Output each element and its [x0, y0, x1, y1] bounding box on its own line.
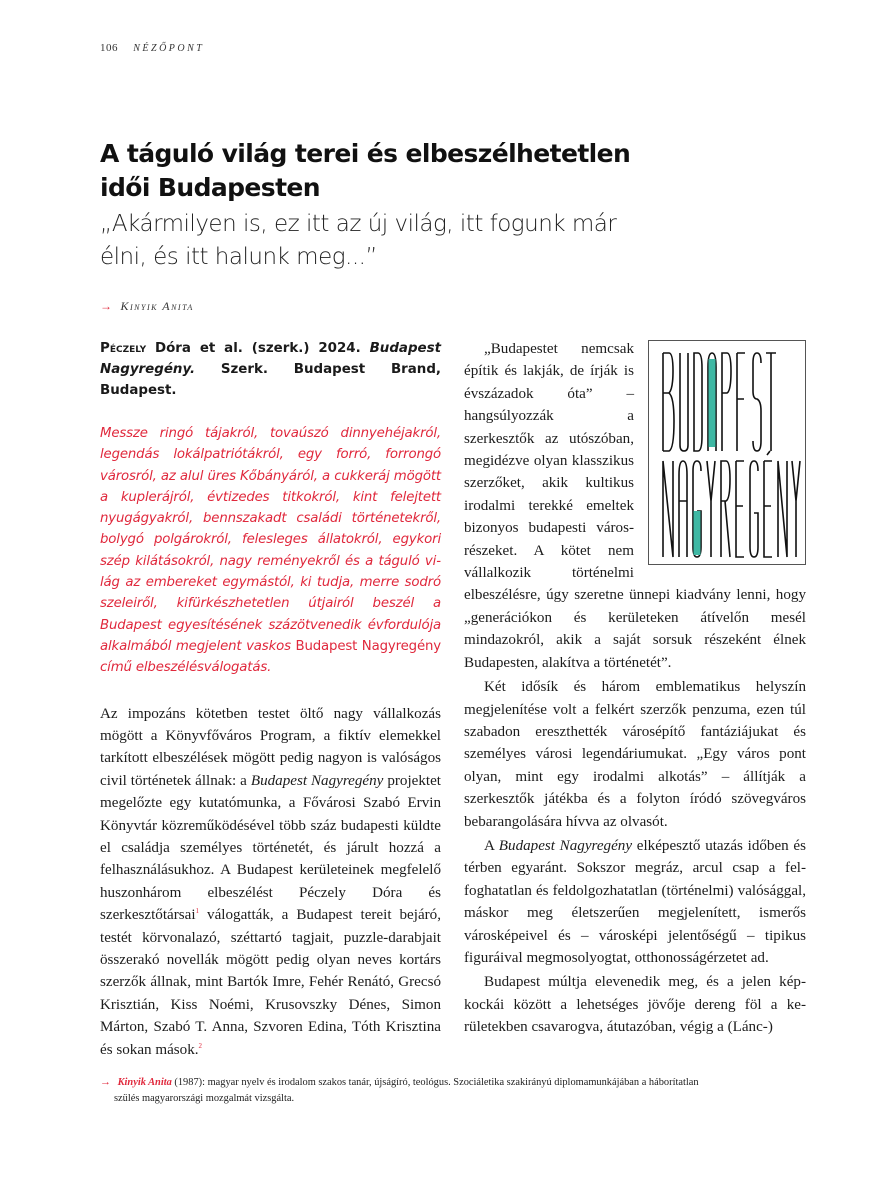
- arrow-right-icon: →: [100, 299, 112, 313]
- biblio-publisher: Szerk. Budapest Brand, Budapest.: [100, 362, 441, 398]
- footnote-text: (1987): magyar nyelv és irodalom szakos tanár, újságíró, teológus. Szociáletika szakirányú diplomamunkájában a háborítatlan: [171, 1077, 699, 1088]
- book-title: Budapest Nagyregény.: [100, 341, 441, 377]
- section-name: NÉZŐPONT: [133, 43, 205, 54]
- right-column: [464, 338, 806, 1039]
- page-number: 106: [100, 42, 118, 54]
- body-paragraph: [464, 835, 806, 969]
- lead-paragraph: [100, 423, 441, 679]
- author-name: Kinyik Anita: [120, 299, 194, 313]
- bibliographic-reference: [100, 338, 441, 401]
- arrow-right-icon: →: [100, 1076, 111, 1088]
- left-column: [100, 338, 441, 1061]
- body-paragraph: „Budapestet nemcsak építik és lakják, de írják is évszázadok óta” – hangsúlyozzák a szerkesztők az utószóban, megidézve olyan klasszikus szerzőket, akik kultikus irodalmi terekké emeltek bizonyos budapesti városrészeket. A kötet nem vállalkozik történelmi elbeszélésre, úgy szeretne ünnepi kiadvány lenni, hogy „generációkon és kerületeken átívelőn mesél mindazokról, akik a saját sorsuk részeként élnek Budapesten, alakítva a történetét”.: [464, 341, 806, 671]
- book-title-inline: Budapest Nagyregény: [250, 772, 384, 789]
- article-title: A táguló világ terei és elbeszélhetetlen idői Budapesten: [100, 139, 631, 202]
- body-text-segment: elképesztő utazás időben és térben egyaránt. Sokszor megráz, arcul csap a felfoghatatlan és feldolgozhatatlan (történelmi) valósággal, máskor meg életszerűen megjelenített, ismerős városképeivel és – városképi jelentőségű – tipikus figuráival megmosolyogtat, otthonosságérzetet ad.: [464, 837, 806, 966]
- book-cover-art: [649, 341, 806, 565]
- body-paragraph: Két idősík és három emblematikus helyszín megjelenítése volt a felkért szerzők penzuma, ezen túl szabadon ereszthették városépítő fantáziájukat és személyes városi legendáriumukat. „Egy város pont olyan, mint egy irodalmi alkotás” – állítják a szerkesztők játékba és a folyton íródó szövegváros bebarangolására hívva az olvasót.: [464, 679, 806, 830]
- biblio-text: Dóra et al. (szerk.) 2024.: [146, 341, 370, 356]
- body-text-segment: A: [484, 837, 499, 854]
- author-footnote: [100, 1074, 800, 1107]
- byline: [100, 299, 194, 314]
- body-text-segment: projektet megelőzte egy kutatómunka, a Fővárosi Szabó Ervin Könyvtár közreműködésével több száz budapesti küldte el családja személyes történetét, és járult hozzá a felhasználásukhoz. A Budapest kerületeinek megfelelő huszonhárom elbeszélést Péczely Dóra és szerkesztőtársai: [100, 772, 441, 924]
- lead-text: Messze ringó tájakról, tovaúszó dinnyehéjakról, legendás lokálpatriótákról, egy forró, forrongó városról, az alul üres Kőbányáról, a cukkeráj mögött a kuplerájról, évtizedes titkokról, kint felejtett nyugágyakról, bennszakadt családi történetekről, bolygó polgárokról, felesleges állatokról, egykori szép kilátásokról, nagy reményekről és a táguló világ az embereket egymástól, ki tudja, merre sodró szeleiről, kifürkészhetetlen útjairól beszél a Budapest egyesítésének százötvenedik évfordulója alkalmából megjelent vaskos: [100, 426, 441, 654]
- lead-book-title: Budapest Nagyregény: [295, 638, 441, 654]
- footnote-ref-1[interactable]: 1: [195, 907, 200, 916]
- footnote-ref-2[interactable]: 2: [198, 1041, 203, 1050]
- body-text-segment: Az impozáns kötetben testet öltő nagy vállalkozás mögött a Könyvfőváros Program, a fiktív elemekkel tarkított elbeszélések mögött pedig nagyon is valóságos civil történetek állnak: a: [100, 705, 441, 789]
- article-subtitle: „Akármilyen is, ez itt az új világ, itt fogunk már élni, és itt halunk meg...”: [100, 211, 617, 270]
- body-paragraph: [100, 703, 441, 1062]
- footnote-author-name: Kinyik Anita: [117, 1077, 172, 1088]
- book-cover-image: [648, 340, 806, 565]
- body-paragraph: Budapest múltja elevenedik meg, és a jelen képkockái között a lehetséges jövője dereng föl a kerületekben csavarogva, átutazóban, végig a (Lánc-): [464, 974, 806, 1036]
- body-text-segment: válogatták, a Budapest tereit bejáró, testét körvonalazó, széttartó tagjait, puzzle-darabjait összerakó novellák mögött pedig olyan neves kortárs szerzők állnak, mint Bartók Imre, Fehér Renátó, Grecsó Krisztián, Kiss Noémi, Krusovszky Dénes, Simon Márton, Szabó T. Anna, Szvoren Edina, Tóth Krisztina és sokan mások.: [100, 907, 441, 1058]
- footnote-text-line2: szülés magyarországi mozgalmát vizsgálta.: [114, 1093, 295, 1104]
- editor-surname: Péczely: [100, 341, 147, 356]
- running-head: [100, 42, 204, 54]
- book-title-inline: Budapest Nagyregény: [498, 837, 633, 854]
- cover-accent: [709, 359, 716, 447]
- right-body-text: [464, 338, 806, 1039]
- left-body-text: [100, 703, 441, 1062]
- lead-text-end: című elbeszélésválogatás.: [100, 660, 272, 676]
